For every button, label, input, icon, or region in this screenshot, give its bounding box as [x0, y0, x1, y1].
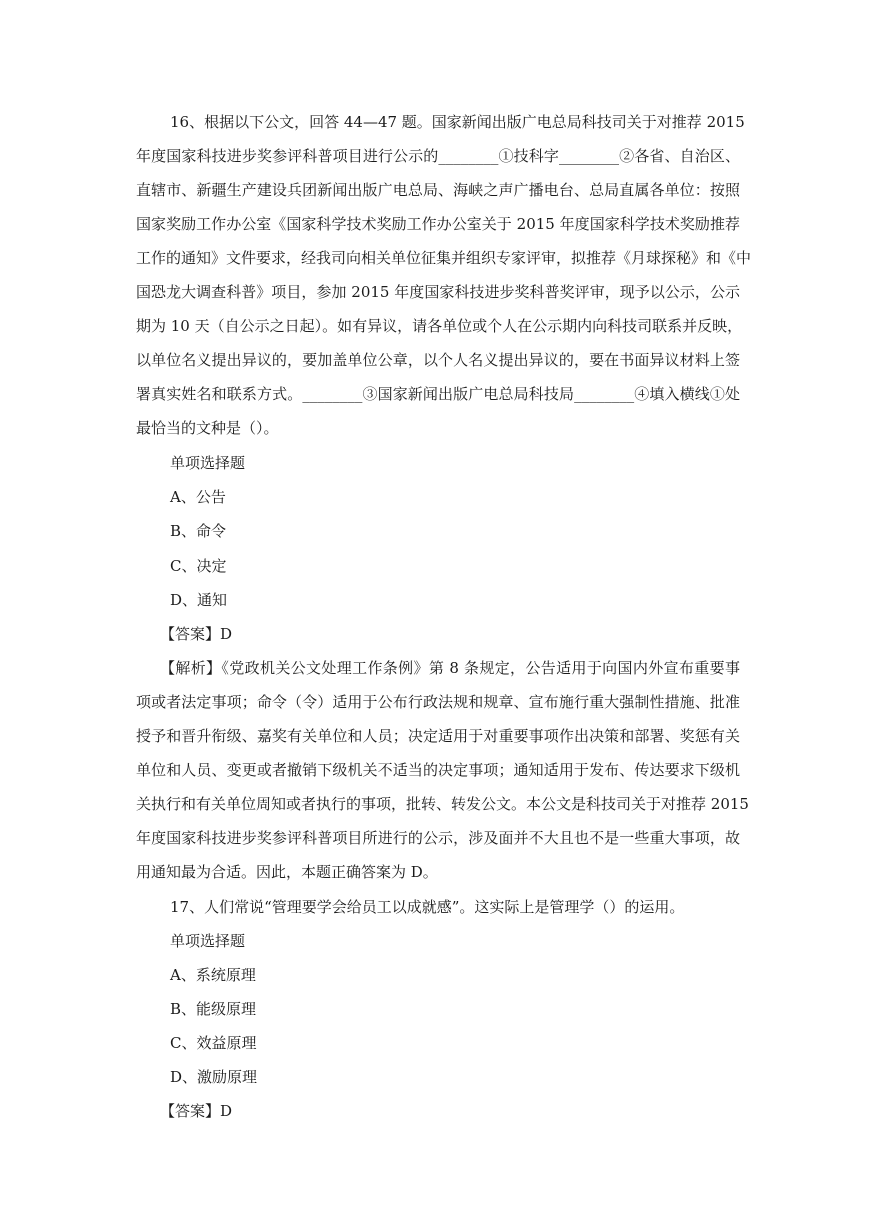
q16-stem-line-4: 国家奖励工作办公室《国家科学技术奖励工作办公室关于 2015 年度国家科学技术奖励推荐 — [136, 215, 740, 233]
q16-option-c: C、决定 — [170, 557, 227, 575]
q16-analysis-line-2: 项或者法定事项；命令（令）适用于公布行政法规和规章、宣布施行重大强制性措施、批准 — [136, 693, 740, 711]
q17-question-type: 单项选择题 — [170, 932, 246, 950]
q16-option-b: B、命令 — [170, 522, 227, 540]
q16-option-a: A、公告 — [170, 488, 226, 506]
q16-stem-line-1: 16、根据以下公文，回答 44—47 题。国家新闻出版广电总局科技司关于对推荐 2015 — [170, 113, 745, 131]
q17-option-c: C、效益原理 — [170, 1034, 257, 1052]
q16-answer: 【答案】D — [160, 625, 233, 643]
q16-analysis-line-6: 年度国家科技进步奖参评科普项目所进行的公示，涉及面并不大且也不是一些重大事项，故 — [136, 829, 740, 847]
q17-stem: 17、人们常说“管理要学会给员工以成就感”。这实际上是管理学（）的运用。 — [170, 898, 685, 916]
q16-stem-line-5: 工作的通知》文件要求，经我司向相关单位征集并组织专家评审，拟推荐《月球探秘》和《中 — [136, 249, 752, 267]
q16-stem-line-9: 署真实姓名和联系方式。________③国家新闻出版广电总局科技局________④填入横线①处 — [136, 385, 740, 403]
q16-analysis-line-5: 关执行和有关单位周知或者执行的事项，批转、转发公文。本公文是科技司关于对推荐 2015 — [136, 795, 749, 813]
q16-analysis-line-7: 用通知最为合适。因此，本题正确答案为 D。 — [136, 863, 438, 881]
q16-stem-line-3: 直辖市、新疆生产建设兵团新闻出版广电总局、海峡之声广播电台、总局直属各单位：按照 — [136, 181, 740, 199]
q16-question-type: 单项选择题 — [170, 454, 246, 472]
q16-analysis-line-1: 【解析】《党政机关公文处理工作条例》第 8 条规定，公告适用于向国内外宣布重要事 — [160, 659, 740, 677]
q16-option-d: D、通知 — [170, 591, 228, 609]
q16-stem-line-7: 期为 10 天（自公示之日起）。如有异议，请各单位或个人在公示期内向科技司联系并反映， — [136, 317, 743, 335]
q16-stem-line-8: 以单位名义提出异议的，要加盖单位公章，以个人名义提出异议的，要在书面异议材料上签 — [136, 351, 740, 369]
q16-analysis-line-3: 授予和晋升衔级、嘉奖有关单位和人员；决定适用于对重要事项作出决策和部署、奖惩有关 — [136, 727, 740, 745]
q17-option-a: A、系统原理 — [170, 966, 256, 984]
q17-option-d: D、激励原理 — [170, 1068, 258, 1086]
q17-option-b: B、能级原理 — [170, 1000, 257, 1018]
q16-stem-line-10: 最恰当的文种是（）。 — [136, 419, 279, 437]
q16-stem-line-2: 年度国家科技进步奖参评科普项目进行公示的________①技科字________②各省、自治区、 — [136, 147, 740, 165]
q16-stem-line-6: 国恐龙大调查科普》项目，参加 2015 年度国家科技进步奖科普奖评审，现予以公示，公示 — [136, 283, 740, 301]
q16-analysis-line-4: 单位和人员、变更或者撤销下级机关不适当的决定事项；通知适用于发布、传达要求下级机 — [136, 761, 740, 779]
q17-answer: 【答案】D — [160, 1102, 233, 1120]
